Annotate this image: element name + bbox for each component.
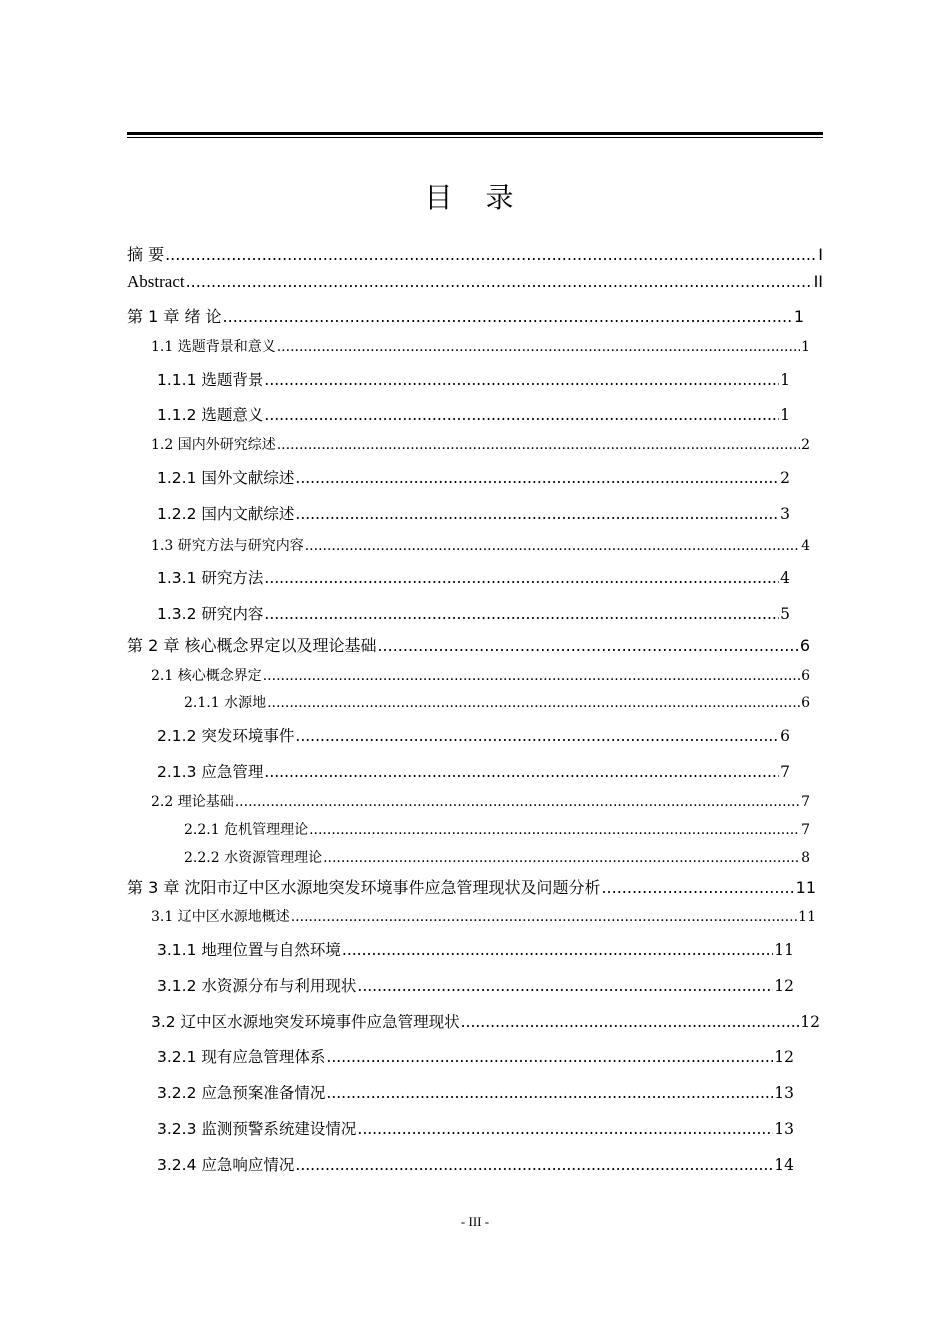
toc-entry-1-2-1[interactable]: 1.2.1 国外文献综述 ..... 2 [157,466,790,488]
toc-entry-abstract-cn[interactable]: 摘 要 ..... I [127,242,823,265]
toc-entry-3-2-3[interactable]: 3.2.3 监测预警系统建设情况 ..... 13 [157,1117,794,1139]
toc-entry-3-1-2[interactable]: 3.1.2 水资源分布与利用现状 ..... 12 [157,974,794,996]
toc-entry-3-2-1[interactable]: 3.2.1 现有应急管理体系 ..... 12 [157,1045,794,1067]
toc-title: 目 录 [424,181,526,214]
toc-entry-1-2-2[interactable]: 1.2.2 国内文献综述 ..... 3 [157,502,790,524]
toc-entry-3-2-2[interactable]: 3.2.2 应急预案准备情况 ..... 13 [157,1081,794,1103]
toc-entry-3-2-4[interactable]: 3.2.4 应急响应情况 ..... 14 [157,1153,794,1175]
toc-entry-3-1-1[interactable]: 3.1.1 地理位置与自然环境 ..... 11 [157,938,794,960]
toc-entry-chapter-3[interactable]: 第 3 章 沈阳市辽中区水源地突发环境事件应急管理现状及问题分析 ..... 11 [127,875,816,898]
toc-entry-1-3[interactable]: 1.3 研究方法与研究内容 ..... 4 [151,535,810,555]
toc-entry-2-2[interactable]: 2.2 理论基础 ..... 7 [151,791,810,811]
toc-entry-2-2-1[interactable]: 2.2.1 危机管理理论 ..... 7 [184,819,810,839]
toc-entry-2-1-2[interactable]: 2.1.2 突发环境事件 ..... 6 [157,724,790,746]
page-number-footer: - III - [460,1214,490,1229]
toc-entry-1-1-1[interactable]: 1.1.1 选题背景 ..... 1 [157,368,790,390]
toc-entry-2-1[interactable]: 2.1 核心概念界定 ..... 6 [151,665,810,685]
toc-entry-1-3-1[interactable]: 1.3.1 研究方法 ..... 4 [157,566,790,588]
toc-entry-1-2[interactable]: 1.2 国内外研究综述 ..... 2 [151,434,810,454]
toc-entry-1-1[interactable]: 1.1 选题背景和意义 ..... 1 [151,336,810,356]
toc-entry-2-2-2[interactable]: 2.2.2 水资源管理理论 ..... 8 [184,847,810,867]
toc-entry-2-1-1[interactable]: 2.1.1 水源地 ..... 6 [184,692,810,712]
toc-entry-1-3-2[interactable]: 1.3.2 研究内容 ..... 5 [157,602,790,624]
toc-entry-chapter-1[interactable]: 第 1 章 绪 论 ..... 1 [127,304,804,327]
toc-entry-1-1-2[interactable]: 1.1.2 选题意义 ..... 1 [157,403,790,425]
toc-entry-3-1[interactable]: 3.1 辽中区水源地概述 ..... 11 [151,906,816,926]
toc-entry-abstract-en[interactable]: Abstract ..... II [127,272,823,292]
toc-entry-2-1-3[interactable]: 2.1.3 应急管理 ..... 7 [157,760,790,782]
toc-entry-3-2[interactable]: 3.2 辽中区水源地突发环境事件应急管理现状 ..... 12 [151,1010,820,1032]
toc-entry-chapter-2[interactable]: 第 2 章 核心概念界定以及理论基础 ..... 6 [127,633,810,656]
